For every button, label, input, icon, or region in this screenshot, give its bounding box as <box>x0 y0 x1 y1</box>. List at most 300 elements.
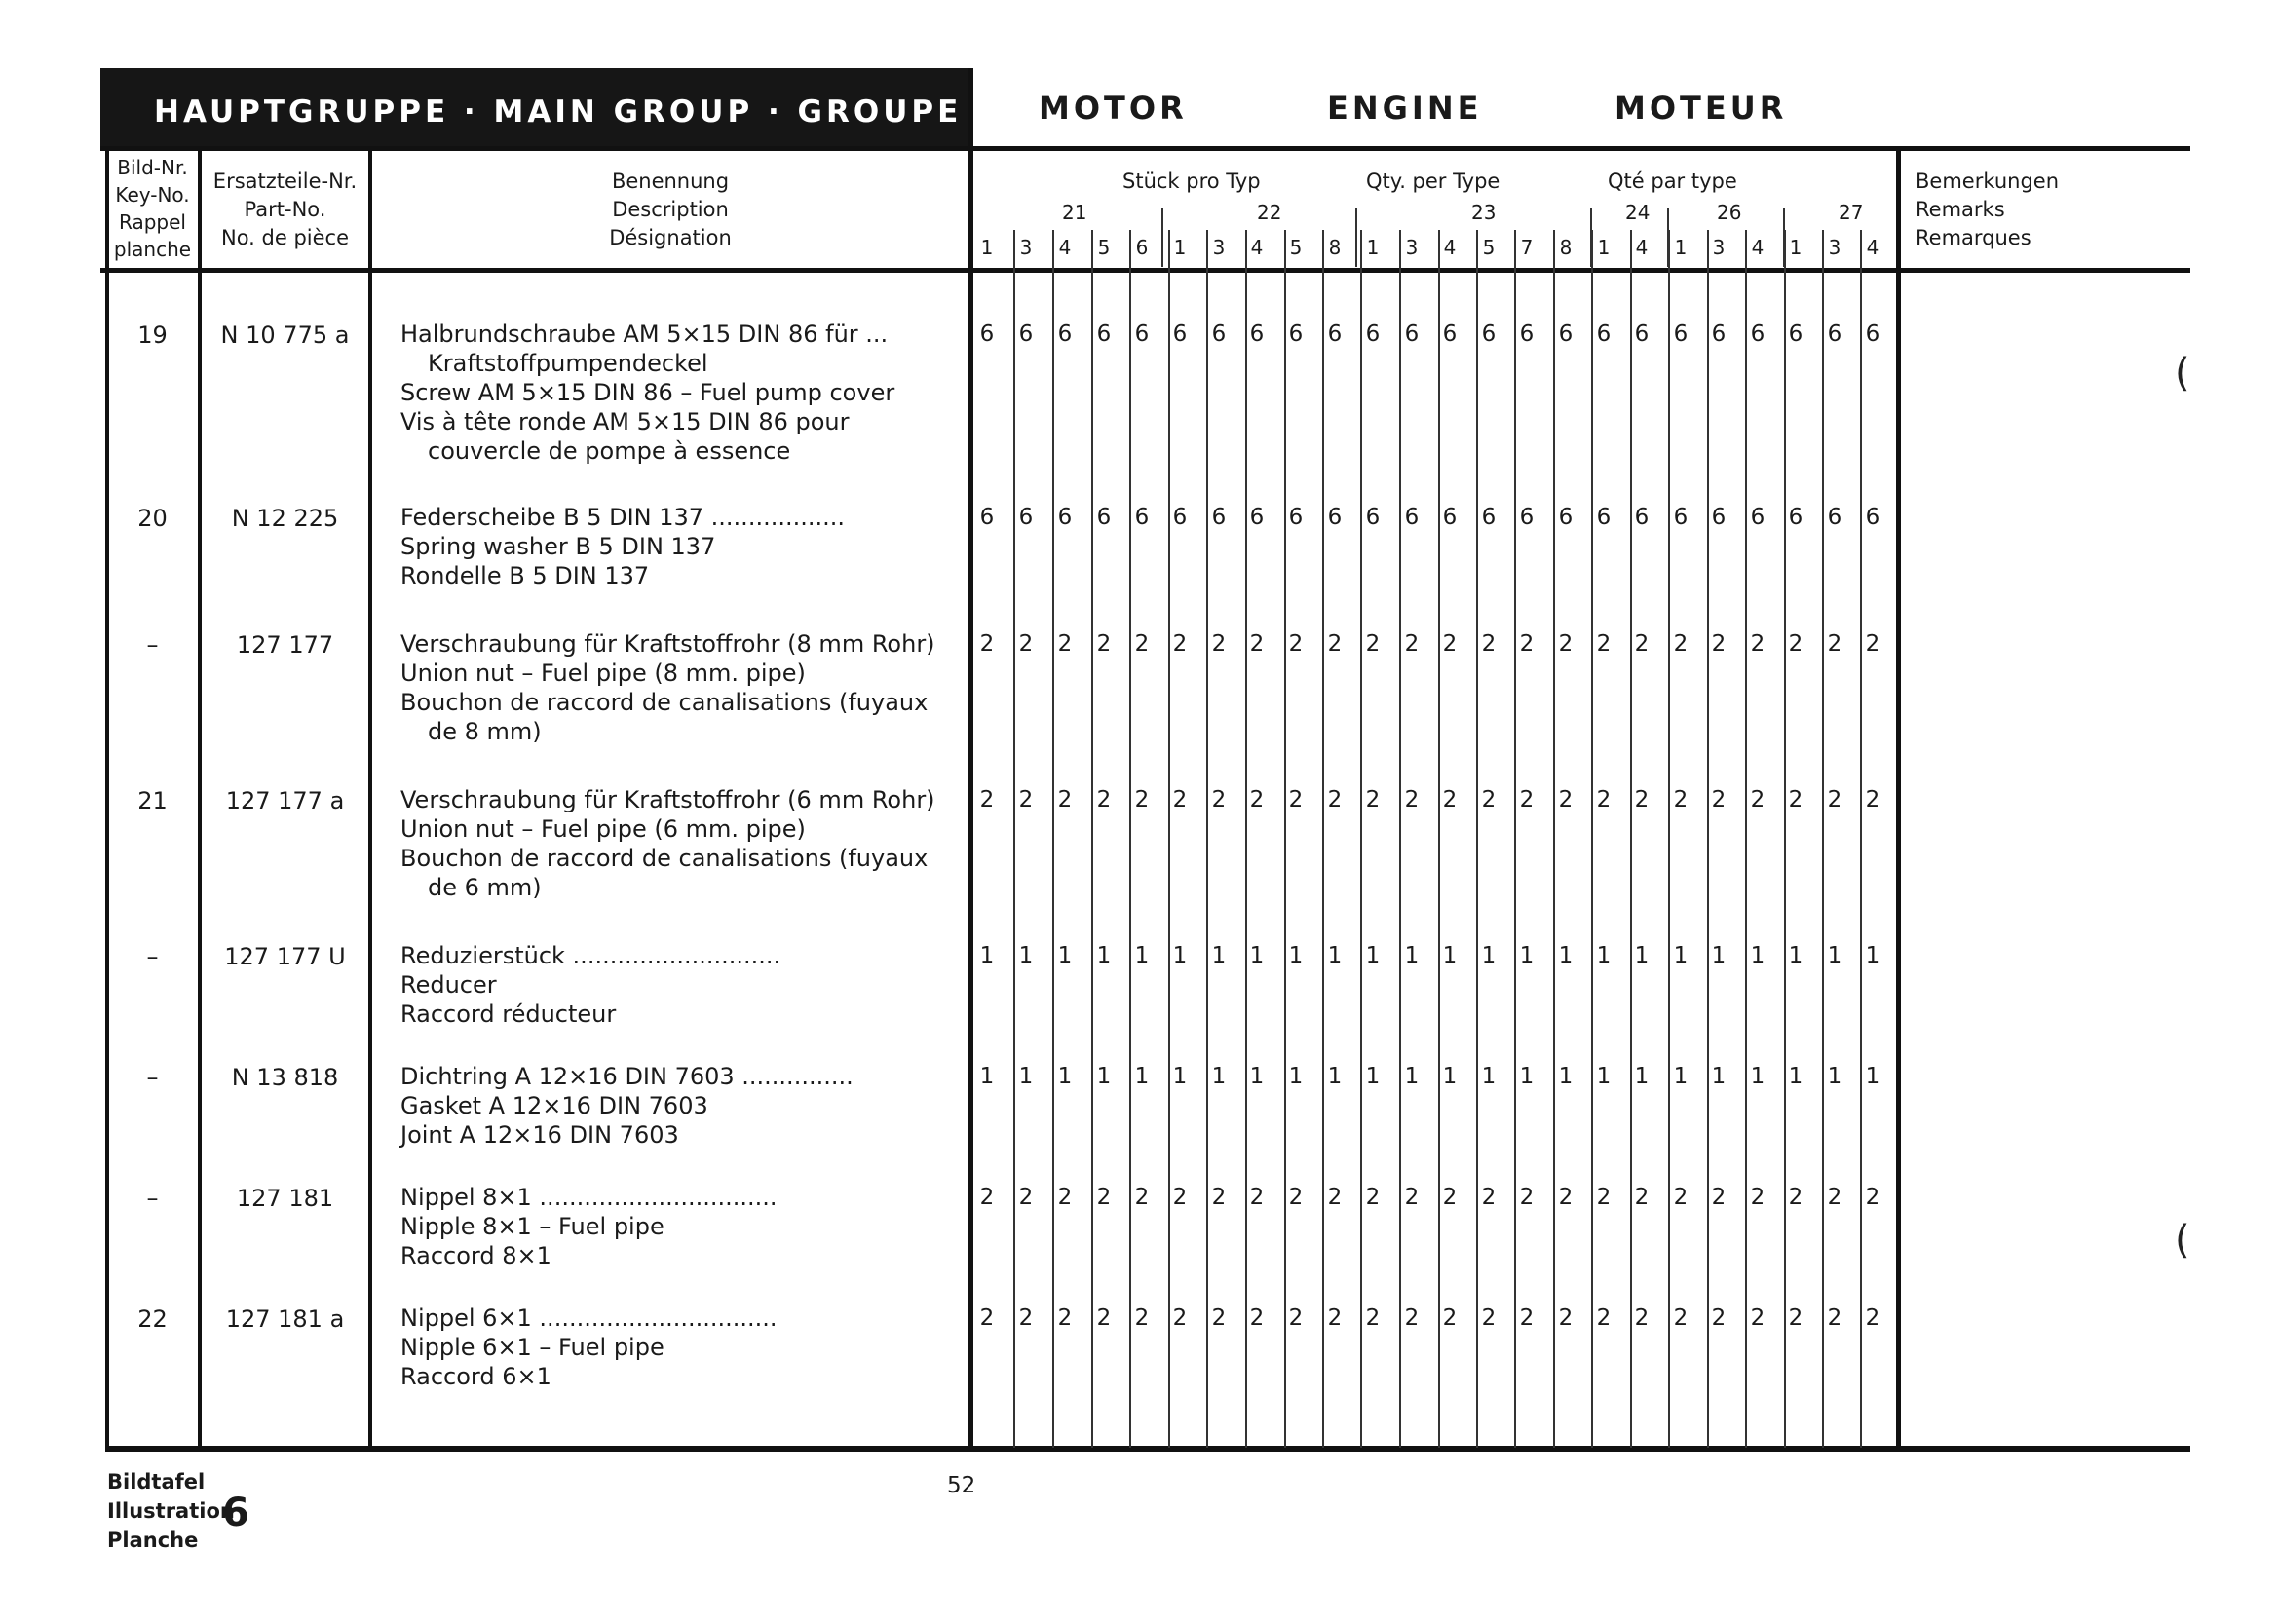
section-title-en: ENGINE <box>1327 90 1483 127</box>
qty-cell: 2 <box>1057 1185 1073 1210</box>
row-key-no: – <box>146 943 159 970</box>
qty-cell: 2 <box>1827 1185 1842 1210</box>
qty-column-rule <box>1784 230 1786 1448</box>
description-line: Raccord 6×1 <box>400 1363 551 1390</box>
qty-cell: 6 <box>1249 321 1265 347</box>
qty-cell: 2 <box>979 1305 995 1331</box>
qty-cell: 2 <box>1288 1305 1304 1331</box>
qty-title-de: Stück pro Typ <box>1122 170 1261 193</box>
sub-type-label: 1 <box>1597 236 1611 259</box>
key-header-fr1: Rappel <box>119 210 186 234</box>
sub-type-label: 4 <box>1751 236 1765 259</box>
row-key-no: 19 <box>137 321 168 349</box>
qty-cell: 1 <box>1172 1064 1188 1089</box>
desc-header-fr: Désignation <box>609 226 732 249</box>
qty-cell: 2 <box>1018 1185 1034 1210</box>
description-line: Federscheibe B 5 DIN 137 .................. <box>400 504 845 531</box>
qty-cell: 1 <box>1596 943 1612 968</box>
description-line: Dichtring A 12×16 DIN 7603 ............... <box>400 1063 854 1090</box>
qty-cell: 2 <box>1596 787 1612 812</box>
qty-cell: 6 <box>979 505 995 530</box>
qty-cell: 2 <box>1442 787 1458 812</box>
description-line: Reducer <box>400 971 497 999</box>
key-header-fr2: planche <box>113 238 192 261</box>
qty-cell: 2 <box>1750 787 1765 812</box>
row-key-no: 20 <box>137 505 168 532</box>
row-part-no: N 10 775 a <box>220 321 350 349</box>
qty-cell: 2 <box>1365 787 1381 812</box>
qty-cell: 6 <box>1750 505 1765 530</box>
qty-cell: 2 <box>1865 1305 1880 1331</box>
qty-cell: 6 <box>979 321 995 347</box>
qty-cell: 6 <box>1172 321 1188 347</box>
sub-type-label: 4 <box>1635 236 1649 259</box>
group-number: 1 <box>1010 87 1039 132</box>
qty-cell: 1 <box>1134 943 1150 968</box>
row-description <box>400 629 935 746</box>
qty-cell: 6 <box>1750 321 1765 347</box>
part-header-fr: No. de pièce <box>220 226 349 249</box>
description-line: Raccord réducteur <box>400 1001 617 1028</box>
qty-cell: 2 <box>1481 1305 1497 1331</box>
qty-cell: 6 <box>1519 321 1535 347</box>
key-no-header <box>107 154 198 263</box>
qty-cell: 2 <box>1288 631 1304 657</box>
qty-cell: 2 <box>1442 1185 1458 1210</box>
row-part-no: 127 177 <box>236 631 334 659</box>
description-line: Spring washer B 5 DIN 137 <box>400 533 716 560</box>
qty-cell: 6 <box>1172 505 1188 530</box>
qty-cell: 2 <box>1673 1305 1689 1331</box>
qty-column-rule <box>1245 230 1247 1448</box>
qty-cell: 6 <box>1558 505 1574 530</box>
description-line: de 8 mm) <box>428 718 542 745</box>
qty-cell: 1 <box>979 943 995 968</box>
qty-cell: 1 <box>1057 943 1073 968</box>
qty-cell: 1 <box>1788 1064 1803 1089</box>
qty-cell: 1 <box>1442 1064 1458 1089</box>
sub-type-label: 3 <box>1828 236 1841 259</box>
description-line: Nipple 6×1 – Fuel pipe <box>400 1334 664 1361</box>
qty-cell: 2 <box>1634 1305 1650 1331</box>
qty-cell: 6 <box>1249 505 1265 530</box>
qty-cell: 2 <box>1558 631 1574 657</box>
description-line: Union nut – Fuel pipe (6 mm. pipe) <box>400 815 806 843</box>
qty-cell: 2 <box>1750 1185 1765 1210</box>
qty-cell: 1 <box>1750 1064 1765 1089</box>
qty-cell: 2 <box>1096 1305 1112 1331</box>
qty-cell: 2 <box>1327 631 1343 657</box>
row-description <box>400 941 780 1029</box>
qty-cell: 2 <box>1558 787 1574 812</box>
plate-label-fr: Planche <box>107 1529 199 1552</box>
row-part-no: 127 177 U <box>224 943 346 970</box>
qty-cell: 6 <box>1788 505 1803 530</box>
qty-column-rule <box>1476 230 1478 1448</box>
qty-cell: 2 <box>1211 1305 1227 1331</box>
sub-type-label: 3 <box>1019 236 1033 259</box>
sub-type-label: 1 <box>1173 236 1187 259</box>
row-key-no: – <box>146 1064 159 1091</box>
qty-cell: 1 <box>1096 1064 1112 1089</box>
qty-cell: 6 <box>1596 321 1612 347</box>
qty-cell: 2 <box>1634 787 1650 812</box>
qty-cell: 1 <box>1673 943 1689 968</box>
qty-cell: 1 <box>1096 943 1112 968</box>
description-line: Bouchon de raccord de canalisations (fuyaux <box>400 845 929 872</box>
row-key-no: 22 <box>137 1305 168 1333</box>
description-line: Verschraubung für Kraftstoffrohr (8 mm Rohr) <box>400 630 935 658</box>
qty-cell: 2 <box>1211 1185 1227 1210</box>
sub-type-label: 6 <box>1135 236 1149 259</box>
description-line: Union nut – Fuel pipe (8 mm. pipe) <box>400 660 806 687</box>
qty-cell: 2 <box>1327 787 1343 812</box>
qty-cell: 2 <box>1057 787 1073 812</box>
qty-column-rule <box>1013 230 1015 1448</box>
qty-cell: 2 <box>1249 631 1265 657</box>
remarks-col-divider <box>1896 146 1901 1452</box>
sub-type-label: 4 <box>1443 236 1457 259</box>
qty-cell: 1 <box>1249 943 1265 968</box>
qty-cell: 1 <box>1481 943 1497 968</box>
qty-cell: 2 <box>1711 1185 1727 1210</box>
qty-cell: 1 <box>1481 1064 1497 1089</box>
qty-cell: 1 <box>1365 943 1381 968</box>
description-line: Nippel 6×1 ................................ <box>400 1304 778 1332</box>
row-description <box>400 1183 778 1270</box>
qty-cell: 2 <box>1211 631 1227 657</box>
qty-cell: 2 <box>1711 1305 1727 1331</box>
qty-cell: 6 <box>1134 321 1150 347</box>
qty-cell: 6 <box>1827 505 1842 530</box>
qty-cell: 2 <box>1634 1185 1650 1210</box>
qty-cell: 2 <box>1750 631 1765 657</box>
description-line: Screw AM 5×15 DIN 86 – Fuel pump cover <box>400 379 895 406</box>
description-line: de 6 mm) <box>428 874 542 901</box>
qty-cell: 2 <box>1558 1305 1574 1331</box>
qty-cell: 2 <box>1827 631 1842 657</box>
qty-cell: 2 <box>1057 631 1073 657</box>
type-group-label: 24 <box>1625 201 1651 224</box>
qty-cell: 2 <box>1327 1305 1343 1331</box>
part-no-header <box>202 168 368 252</box>
qty-cell: 6 <box>1673 321 1689 347</box>
description-line: Nippel 8×1 ................................ <box>400 1184 778 1211</box>
header-bottom-rule <box>100 268 2190 273</box>
qty-column-rule <box>1860 230 1862 1448</box>
remarks-header-en: Remarks <box>1916 198 2005 221</box>
qty-cell: 2 <box>1018 631 1034 657</box>
qty-column-rule <box>1707 230 1709 1448</box>
qty-column-rule <box>1322 230 1324 1448</box>
row-part-no: 127 177 a <box>225 787 345 814</box>
qty-cell: 2 <box>1249 787 1265 812</box>
qty-cell: 2 <box>1788 1185 1803 1210</box>
qty-column-rule <box>1630 230 1632 1448</box>
row-key-no: 21 <box>137 787 168 814</box>
qty-cell: 2 <box>1634 631 1650 657</box>
qty-cell: 6 <box>1519 505 1535 530</box>
qty-cell: 1 <box>1519 943 1535 968</box>
qty-cell: 2 <box>1558 1185 1574 1210</box>
sub-type-label: 8 <box>1559 236 1573 259</box>
qty-cell: 6 <box>1442 505 1458 530</box>
qty-cell: 6 <box>1788 321 1803 347</box>
qty-cell: 2 <box>1096 1185 1112 1210</box>
qty-cell: 6 <box>1481 505 1497 530</box>
description-line: Verschraubung für Kraftstoffrohr (6 mm Rohr) <box>400 786 935 813</box>
qty-cell: 2 <box>1750 1305 1765 1331</box>
qty-cell: 2 <box>1288 1185 1304 1210</box>
section-title-fr: MOTEUR <box>1614 90 1788 127</box>
qty-cell: 2 <box>1481 787 1497 812</box>
qty-cell: 6 <box>1211 505 1227 530</box>
row-description <box>400 1062 854 1150</box>
row-description <box>400 1303 778 1391</box>
qty-column-rule <box>1129 230 1131 1448</box>
description-line: Kraftstoffpumpendeckel <box>428 350 708 377</box>
qty-cell: 6 <box>1365 321 1381 347</box>
qty-cell: 1 <box>979 1064 995 1089</box>
sub-type-label: 1 <box>1674 236 1688 259</box>
qty-cell: 2 <box>1788 787 1803 812</box>
qty-cell: 2 <box>979 787 995 812</box>
qty-cell: 6 <box>1404 505 1420 530</box>
qty-cell: 2 <box>1865 631 1880 657</box>
key-header-en: Key-No. <box>115 183 190 207</box>
sub-type-label: 5 <box>1289 236 1303 259</box>
qty-column-rule <box>1591 230 1593 1448</box>
qty-cell: 2 <box>1096 787 1112 812</box>
row-part-no: 127 181 <box>236 1185 334 1212</box>
sub-type-label: 1 <box>1789 236 1803 259</box>
qty-cell: 1 <box>1634 943 1650 968</box>
qty-cell: 2 <box>1711 631 1727 657</box>
qty-cell: 6 <box>1327 321 1343 347</box>
margin-mark: ( <box>2175 351 2190 396</box>
qty-column-rule <box>1052 230 1054 1448</box>
qty-cell: 2 <box>1172 1305 1188 1331</box>
description-line: Bouchon de raccord de canalisations (fuyaux <box>400 689 929 716</box>
qty-cell: 1 <box>1442 943 1458 968</box>
qty-cell: 6 <box>1288 321 1304 347</box>
qty-column-rule <box>1745 230 1747 1448</box>
margin-mark: ( <box>2175 1218 2190 1263</box>
qty-cell: 1 <box>1249 1064 1265 1089</box>
row-key-no: – <box>146 631 159 659</box>
qty-column-rule <box>1438 230 1440 1448</box>
row-description <box>400 503 845 590</box>
qty-cell: 6 <box>1673 505 1689 530</box>
qty-cell: 1 <box>1365 1064 1381 1089</box>
key-header-de: Bild-Nr. <box>117 156 188 179</box>
qty-cell: 2 <box>1134 787 1150 812</box>
qty-cell: 2 <box>1673 1185 1689 1210</box>
qty-cell: 6 <box>1018 321 1034 347</box>
row-description <box>400 785 935 902</box>
qty-cell: 1 <box>1711 1064 1727 1089</box>
part-header-de: Ersatzteile-Nr. <box>212 170 358 193</box>
qty-cell: 2 <box>1211 787 1227 812</box>
qty-cell: 6 <box>1442 321 1458 347</box>
qty-cell: 6 <box>1096 505 1112 530</box>
qty-cell: 2 <box>1096 631 1112 657</box>
qty-cell: 2 <box>1827 1305 1842 1331</box>
type-group-label: 26 <box>1717 201 1742 224</box>
qty-column-rule <box>1668 230 1670 1448</box>
description-line: Rondelle B 5 DIN 137 <box>400 562 650 589</box>
qty-cell: 2 <box>1365 1185 1381 1210</box>
qty-column-rule <box>1514 230 1516 1448</box>
qty-cell: 1 <box>1827 943 1842 968</box>
qty-title-en: Qty. per Type <box>1366 170 1500 193</box>
description-line: Halbrundschraube AM 5×15 DIN 86 für ... <box>400 321 889 348</box>
qty-cell: 1 <box>1827 1064 1842 1089</box>
qty-cell: 2 <box>1865 787 1880 812</box>
qty-cell: 1 <box>1404 943 1420 968</box>
type-group-label: 27 <box>1839 201 1864 224</box>
page-number: 52 <box>947 1473 976 1498</box>
qty-cell: 1 <box>1288 1064 1304 1089</box>
qty-cell: 1 <box>1211 1064 1227 1089</box>
main-group-banner <box>100 68 1039 150</box>
qty-column-rule <box>1168 230 1170 1448</box>
qty-cell: 1 <box>1134 1064 1150 1089</box>
qty-cell: 2 <box>1481 1185 1497 1210</box>
qty-cell: 6 <box>1481 321 1497 347</box>
qty-cell: 2 <box>1404 787 1420 812</box>
qty-cell: 1 <box>1558 1064 1574 1089</box>
qty-cell: 2 <box>1249 1185 1265 1210</box>
qty-cell: 2 <box>1172 787 1188 812</box>
qty-column-rule <box>1553 230 1555 1448</box>
qty-column-rule <box>1360 230 1362 1448</box>
qty-cell: 2 <box>1018 787 1034 812</box>
qty-cell: 1 <box>1673 1064 1689 1089</box>
qty-cell: 1 <box>1711 943 1727 968</box>
qty-cell: 6 <box>1865 505 1880 530</box>
qty-cell: 6 <box>1057 321 1073 347</box>
qty-cell: 2 <box>1596 631 1612 657</box>
qty-cell: 2 <box>1365 1305 1381 1331</box>
qty-cell: 2 <box>1134 1185 1150 1210</box>
qty-cell: 6 <box>1634 321 1650 347</box>
qty-cell: 1 <box>1018 1064 1034 1089</box>
sub-type-label: 3 <box>1212 236 1226 259</box>
qty-cell: 2 <box>1827 787 1842 812</box>
plate-label-en: Illustration <box>107 1499 235 1523</box>
qty-cell: 1 <box>1018 943 1034 968</box>
qty-cell: 6 <box>1211 321 1227 347</box>
qty-cell: 1 <box>1327 1064 1343 1089</box>
qty-cell: 2 <box>1288 787 1304 812</box>
description-line: Gasket A 12×16 DIN 7603 <box>400 1092 708 1119</box>
qty-cell: 6 <box>1711 505 1727 530</box>
qty-column-rule <box>1822 230 1824 1448</box>
qty-cell: 1 <box>1634 1064 1650 1089</box>
qty-cell: 2 <box>1134 631 1150 657</box>
qty-cell: 2 <box>1596 1185 1612 1210</box>
plate-number: 6 <box>222 1491 249 1535</box>
qty-cell: 6 <box>1865 321 1880 347</box>
qty-cell: 6 <box>1827 321 1842 347</box>
sub-type-label: 4 <box>1866 236 1879 259</box>
section-title-de: MOTOR <box>1039 90 1188 127</box>
qty-cell: 2 <box>1327 1185 1343 1210</box>
qty-cell: 1 <box>1596 1064 1612 1089</box>
qty-cell: 2 <box>1673 631 1689 657</box>
description-line: Reduzierstück ............................ <box>400 942 781 969</box>
description-line: Vis à tête ronde AM 5×15 DIN 86 pour <box>400 408 850 435</box>
qty-cell: 6 <box>1134 505 1150 530</box>
row-part-no: 127 181 a <box>225 1305 345 1333</box>
qty-cell: 2 <box>1404 631 1420 657</box>
qty-cell: 1 <box>1865 1064 1880 1089</box>
qty-cell: 2 <box>979 1185 995 1210</box>
table-top-rule <box>100 146 2190 151</box>
qty-cell: 2 <box>979 631 995 657</box>
qty-column-rule <box>1284 230 1286 1448</box>
qty-cell: 6 <box>1096 321 1112 347</box>
qty-cell: 2 <box>1442 1305 1458 1331</box>
sub-type-label: 7 <box>1520 236 1534 259</box>
sub-type-label: 1 <box>1366 236 1380 259</box>
qty-cell: 2 <box>1249 1305 1265 1331</box>
sub-type-label: 5 <box>1482 236 1496 259</box>
qty-cell: 2 <box>1018 1305 1034 1331</box>
description-line: couvercle de pompe à essence <box>428 437 791 465</box>
plate-label-de: Bildtafel <box>107 1470 206 1493</box>
qty-cell: 2 <box>1519 787 1535 812</box>
qty-cell: 2 <box>1134 1305 1150 1331</box>
sub-type-label: 8 <box>1328 236 1342 259</box>
qty-cell: 2 <box>1057 1305 1073 1331</box>
remarks-header-fr: Remarques <box>1916 226 2031 249</box>
row-part-no: N 13 818 <box>231 1064 339 1091</box>
qty-cell: 1 <box>1057 1064 1073 1089</box>
desc-header-en: Description <box>612 198 729 221</box>
qty-cell: 6 <box>1404 321 1420 347</box>
part-header-en: Part-No. <box>244 198 326 221</box>
qty-cell: 2 <box>1711 787 1727 812</box>
qty-cell: 2 <box>1365 631 1381 657</box>
type-group-label: 22 <box>1257 201 1282 224</box>
type-group-label: 21 <box>1062 201 1087 224</box>
qty-cell: 6 <box>1711 321 1727 347</box>
qty-cell: 2 <box>1519 1185 1535 1210</box>
qty-cell: 6 <box>1634 505 1650 530</box>
row-description <box>400 320 894 466</box>
sub-type-label: 4 <box>1250 236 1264 259</box>
qty-column-rule <box>1091 230 1093 1448</box>
qty-cell: 2 <box>1519 631 1535 657</box>
qty-cell: 6 <box>1558 321 1574 347</box>
sub-type-label: 3 <box>1712 236 1726 259</box>
qty-cell: 2 <box>1673 787 1689 812</box>
qty-cell: 1 <box>1172 943 1188 968</box>
qty-cell: 6 <box>1365 505 1381 530</box>
qty-cell: 1 <box>1558 943 1574 968</box>
qty-cell: 2 <box>1519 1305 1535 1331</box>
desc-header-de: Benennung <box>611 170 730 193</box>
qty-cell: 6 <box>1018 505 1034 530</box>
desc-col-divider <box>968 68 973 1452</box>
qty-cell: 6 <box>1327 505 1343 530</box>
qty-column-rule <box>1399 230 1401 1448</box>
qty-cell: 6 <box>1057 505 1073 530</box>
sub-type-label: 5 <box>1097 236 1111 259</box>
qty-cell: 6 <box>1596 505 1612 530</box>
